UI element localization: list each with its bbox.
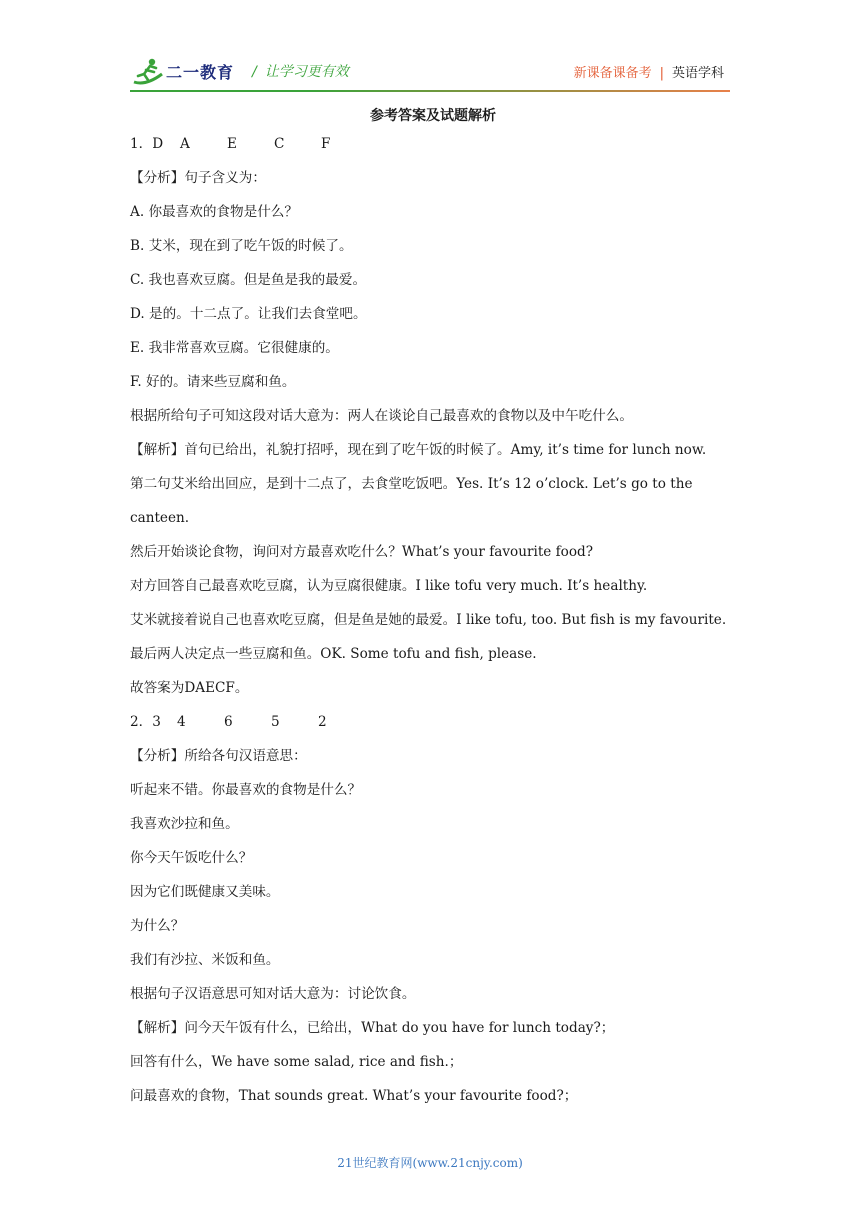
q1-line: 对方回答自己最喜欢吃豆腐，认为豆腐很健康。I like tofu very much. It’s healthy.: [130, 578, 648, 594]
slash-divider-icon: /: [252, 64, 257, 80]
document-body: [130, 106, 736, 1120]
logo-text: 二一教育: [166, 63, 235, 82]
q2-line: 因为它们既健康又美味。: [130, 884, 280, 900]
subject-label: 英语学科: [671, 66, 724, 81]
q2-line: 根据句子汉语意思可知对话大意为：讨论饮食。: [130, 986, 416, 1002]
q1-line: 【解析】首句已给出，礼貌打招呼，现在到了吃午饭的时候了。Amy, it’s time for lunch now.: [130, 442, 707, 458]
logo: [132, 56, 244, 88]
q1-line: 然后开始谈论食物，询问对方最喜欢吃什么？What’s your favourite food?: [130, 544, 594, 560]
q1-line: D. 是的。十二点了。让我们去食堂吧。: [130, 306, 367, 322]
q2-answer: 4: [177, 714, 186, 730]
q1-line: 【分析】句子含义为：: [130, 170, 266, 186]
runner-logo-icon: [132, 56, 166, 88]
q1-answer: C: [274, 136, 285, 152]
q2-answer-first: 2．3: [130, 714, 161, 730]
q1-line: 最后两人决定点一些豆腐和鱼。OK. Some tofu and fish, please.: [130, 646, 537, 662]
q1-answer: E: [227, 136, 237, 152]
q1-line: 第二句艾米给出回应，是到十二点了，去食堂吃饭吧。Yes. It’s 12 o’clock. Let’s go to the: [130, 476, 693, 492]
q1-line: canteen.: [130, 510, 190, 526]
q1-answer-first: 1．D: [130, 136, 164, 152]
q1-line: 故答案为DAECF。: [130, 680, 249, 696]
divider-bar-icon: |: [659, 66, 664, 81]
page-title: 参考答案及试题解析: [370, 108, 496, 124]
q1-line: C. 我也喜欢豆腐。但是鱼是我的最爱。: [130, 272, 367, 288]
header-right: [574, 62, 724, 81]
q1-line: E. 我非常喜欢豆腐。它很健康的。: [130, 340, 339, 356]
page-header: [0, 0, 860, 100]
q2-line: 你今天午饭吃什么？: [130, 850, 253, 866]
q1-answer: F: [321, 136, 331, 152]
page-footer[interactable]: 21世纪教育网(www.21cnjy.com): [337, 1156, 523, 1170]
q2-answer: 6: [224, 714, 233, 730]
header-divider: [130, 90, 730, 92]
q1-line: A. 你最喜欢的食物是什么？: [130, 204, 298, 220]
q2-line: 我们有沙拉、米饭和鱼。: [130, 952, 280, 968]
q2-line: 【分析】所给各句汉语意思：: [130, 748, 307, 764]
q2-line: 回答有什么，We have some salad, rice and fish.；: [130, 1054, 463, 1070]
q2-answers: [130, 712, 736, 746]
q1-line: 根据所给句子可知这段对话大意为：两人在谈论自己最喜欢的食物以及中午吃什么。: [130, 408, 633, 424]
q2-answer: 2: [318, 714, 327, 730]
q1-line: F. 好的。请来些豆腐和鱼。: [130, 374, 296, 390]
q2-line: 我喜欢沙拉和鱼。: [130, 816, 239, 832]
slogan-text: 让学习更有效: [264, 64, 349, 80]
q1-line: 艾米就接着说自己也喜欢吃豆腐，但是鱼是她的最爱。I like tofu, too. But fish is my favourite.: [130, 612, 727, 628]
course-label: 新课备课备考: [573, 66, 652, 81]
q2-line: 【解析】问今天午饭有什么，已给出，What do you have for lunch today?；: [130, 1020, 615, 1036]
q1-line: B. 艾米，现在到了吃午饭的时候了。: [130, 238, 353, 254]
q2-line: 听起来不错。你最喜欢的食物是什么？: [130, 782, 362, 798]
q1-answers: [130, 134, 736, 168]
q2-line: 问最喜欢的食物，That sounds great. What’s your favourite food?；: [130, 1088, 578, 1104]
q1-answer: A: [180, 136, 190, 152]
q2-line: 为什么？: [130, 918, 185, 934]
q2-answer: 5: [271, 714, 280, 730]
slogan: [252, 61, 349, 81]
